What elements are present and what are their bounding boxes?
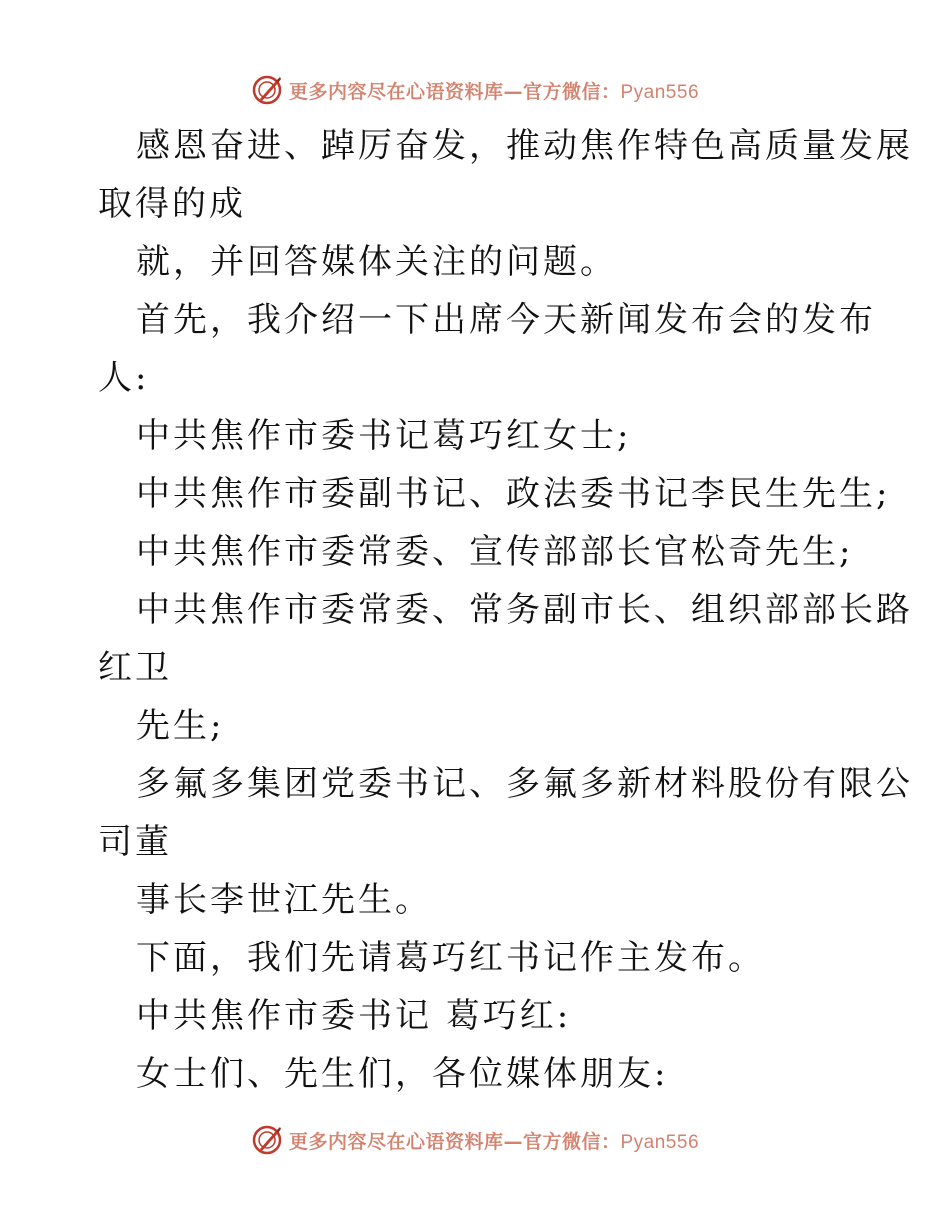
footer-banner bbox=[0, 1120, 950, 1160]
text-line: 中共焦作市委常委、宣传部部长官松奇先生; bbox=[136, 532, 854, 572]
pen-circle-logo-icon bbox=[251, 1124, 283, 1156]
footer-banner-account: Pyan556 bbox=[620, 1131, 700, 1153]
text-line: 先生; bbox=[136, 706, 225, 746]
header-banner-account: Pyan556 bbox=[620, 81, 700, 103]
header-banner bbox=[0, 70, 950, 110]
text-line: 就，并回答媒体关注的问题。 bbox=[136, 242, 617, 282]
text-line: 首先，我介绍一下出席今天新闻发布会的发布 bbox=[136, 300, 876, 340]
text-line: 中共焦作市委书记 葛巧红: bbox=[136, 996, 572, 1036]
text-line: 中共焦作市委书记葛巧红女士; bbox=[136, 416, 632, 456]
footer-banner-text bbox=[289, 1127, 699, 1154]
text-line: 中共焦作市委常委、常务副市长、组织部部长路 bbox=[136, 590, 913, 630]
text-line: 取得的成 bbox=[98, 184, 246, 224]
text-line: 女士们、先生们，各位媒体朋友: bbox=[136, 1054, 669, 1094]
text-line: 人: bbox=[98, 358, 150, 398]
text-line: 红卫 bbox=[98, 648, 172, 688]
text-line: 事长李世江先生。 bbox=[136, 880, 432, 920]
text-line: 感恩奋进、踔厉奋发，推动焦作特色高质量发展 bbox=[136, 126, 913, 166]
pen-circle-logo-icon bbox=[251, 74, 283, 106]
header-banner-label: 更多内容尽在心语资料库—官方微信： bbox=[288, 80, 621, 103]
header-banner-text bbox=[289, 77, 699, 104]
footer-banner-label: 更多内容尽在心语资料库—官方微信： bbox=[288, 1130, 621, 1153]
text-line: 司董 bbox=[98, 822, 172, 862]
text-line: 下面，我们先请葛巧红书记作主发布。 bbox=[136, 938, 765, 978]
text-line: 多氟多集团党委书记、多氟多新材料股份有限公 bbox=[136, 764, 913, 804]
text-line: 中共焦作市委副书记、政法委书记李民生先生; bbox=[136, 474, 891, 514]
body-text bbox=[98, 122, 913, 1108]
